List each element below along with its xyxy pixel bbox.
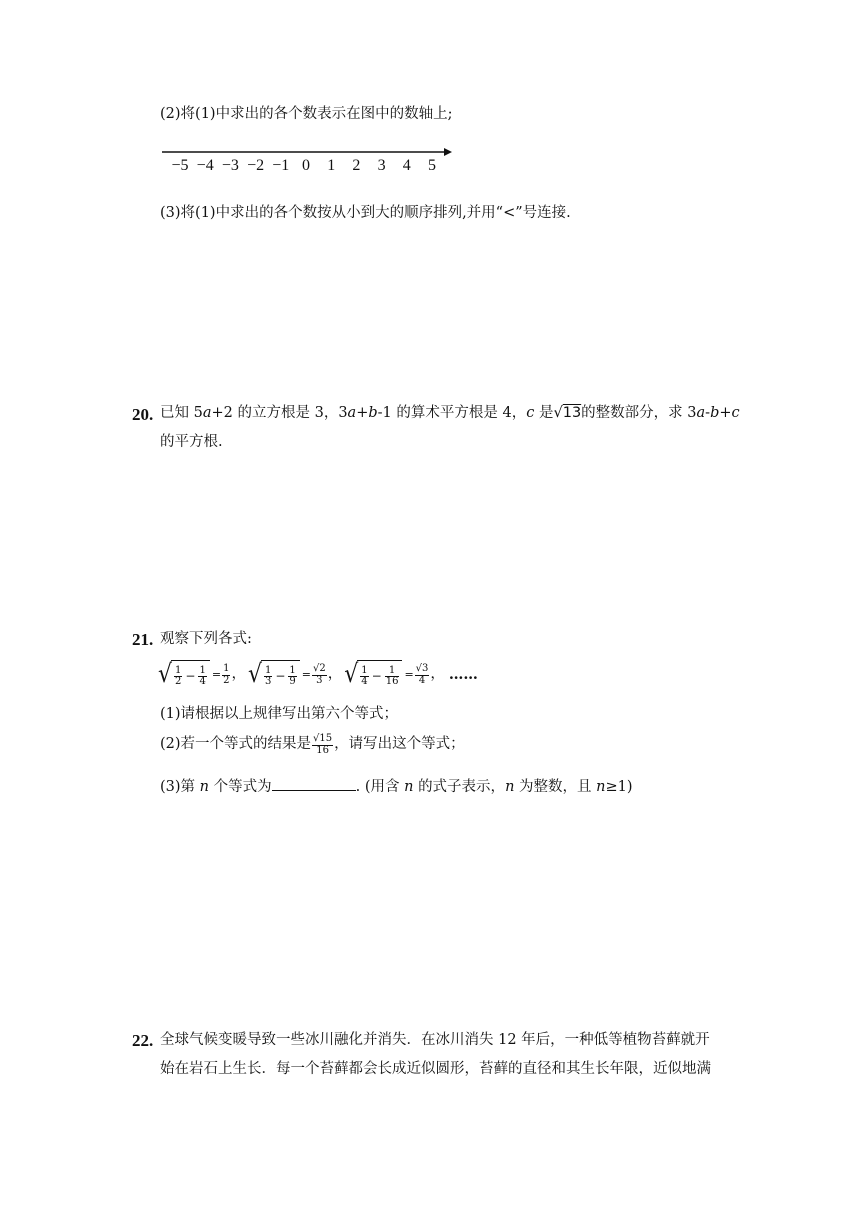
sqrt-13: √13 (553, 405, 582, 421)
q21-part1: (1)请根据以上规律写出第六个等式； (160, 706, 399, 722)
number-line-label: 3 (377, 157, 386, 174)
ellipsis: …… (448, 666, 478, 684)
number-line-label: −4 (196, 157, 214, 174)
q22-line2: 始在岩石上生长．每一个苔藓都会长成近似圆形，苔藓的直径和其生长年限，近似地满 (160, 1061, 711, 1077)
answer-blank (272, 776, 356, 791)
equation-2: √ $\frac{1}{3}$ − $\frac{1}{9}$ (248, 660, 300, 690)
q21-part3: (3)第 n 个等式为 . (用含 n 的式子表示，n 为整数，且 n≥1) (160, 776, 633, 796)
q21-part2: (2)若一个等式的结果是 $\frac{√15}{16}$ ，请写出这个等式； (160, 733, 465, 756)
q21-intro: 观察下列各式: (160, 631, 252, 647)
number-line-label: 1 (327, 157, 336, 174)
q20-line1: 已知 5a+2 的立方根是 3，3a+b-1 的算术平方根是 4，c 是√13的整数部分，求 3a-b+c (160, 405, 740, 421)
number-line-label: 5 (428, 157, 436, 174)
number-line-label: −5 (171, 157, 189, 174)
q21-equations: √ $\frac{1}{2}$ − $\frac{1}{4}$ = $\frac{1}{2}$ ， √ $\frac{1}{3}$ − $\frac{1}{9}$ = $\frac{√2}{3}$ ， √ $\frac{1}{4}$ − $\frac{1}{16}$ = $\frac{√3}{4}$ ， …… (158, 660, 478, 689)
q22-number: 22. (132, 1031, 154, 1050)
number-line-label: 4 (402, 157, 411, 174)
number-line-label: −1 (272, 157, 290, 174)
q19-part2: (2)将(1)中求出的各个数表示在图中的数轴上; (160, 106, 453, 122)
equation-1: √ $\frac{1}{2}$ − $\frac{1}{4}$ (158, 660, 210, 690)
number-line-label: −3 (221, 157, 239, 174)
number-line (160, 140, 460, 180)
q21-number: 21. (132, 630, 154, 649)
q20-line2: 的平方根. (160, 434, 223, 450)
equation-3: √ $\frac{1}{4}$ − $\frac{1}{16}$ (344, 660, 402, 690)
number-line-label: 2 (352, 157, 361, 174)
q20-number: 20. (132, 405, 154, 424)
q19-part3: (3)将(1)中求出的各个数按从小到大的顺序排列,并用“<”号连接. (160, 205, 571, 221)
q22-line1: 全球气候变暖导致一些冰川融化并消失．在冰川消失 12 年后，一种低等植物苔藓就开 (160, 1032, 710, 1048)
number-line-label: 0 (302, 157, 310, 174)
number-line-label: −2 (247, 157, 265, 174)
